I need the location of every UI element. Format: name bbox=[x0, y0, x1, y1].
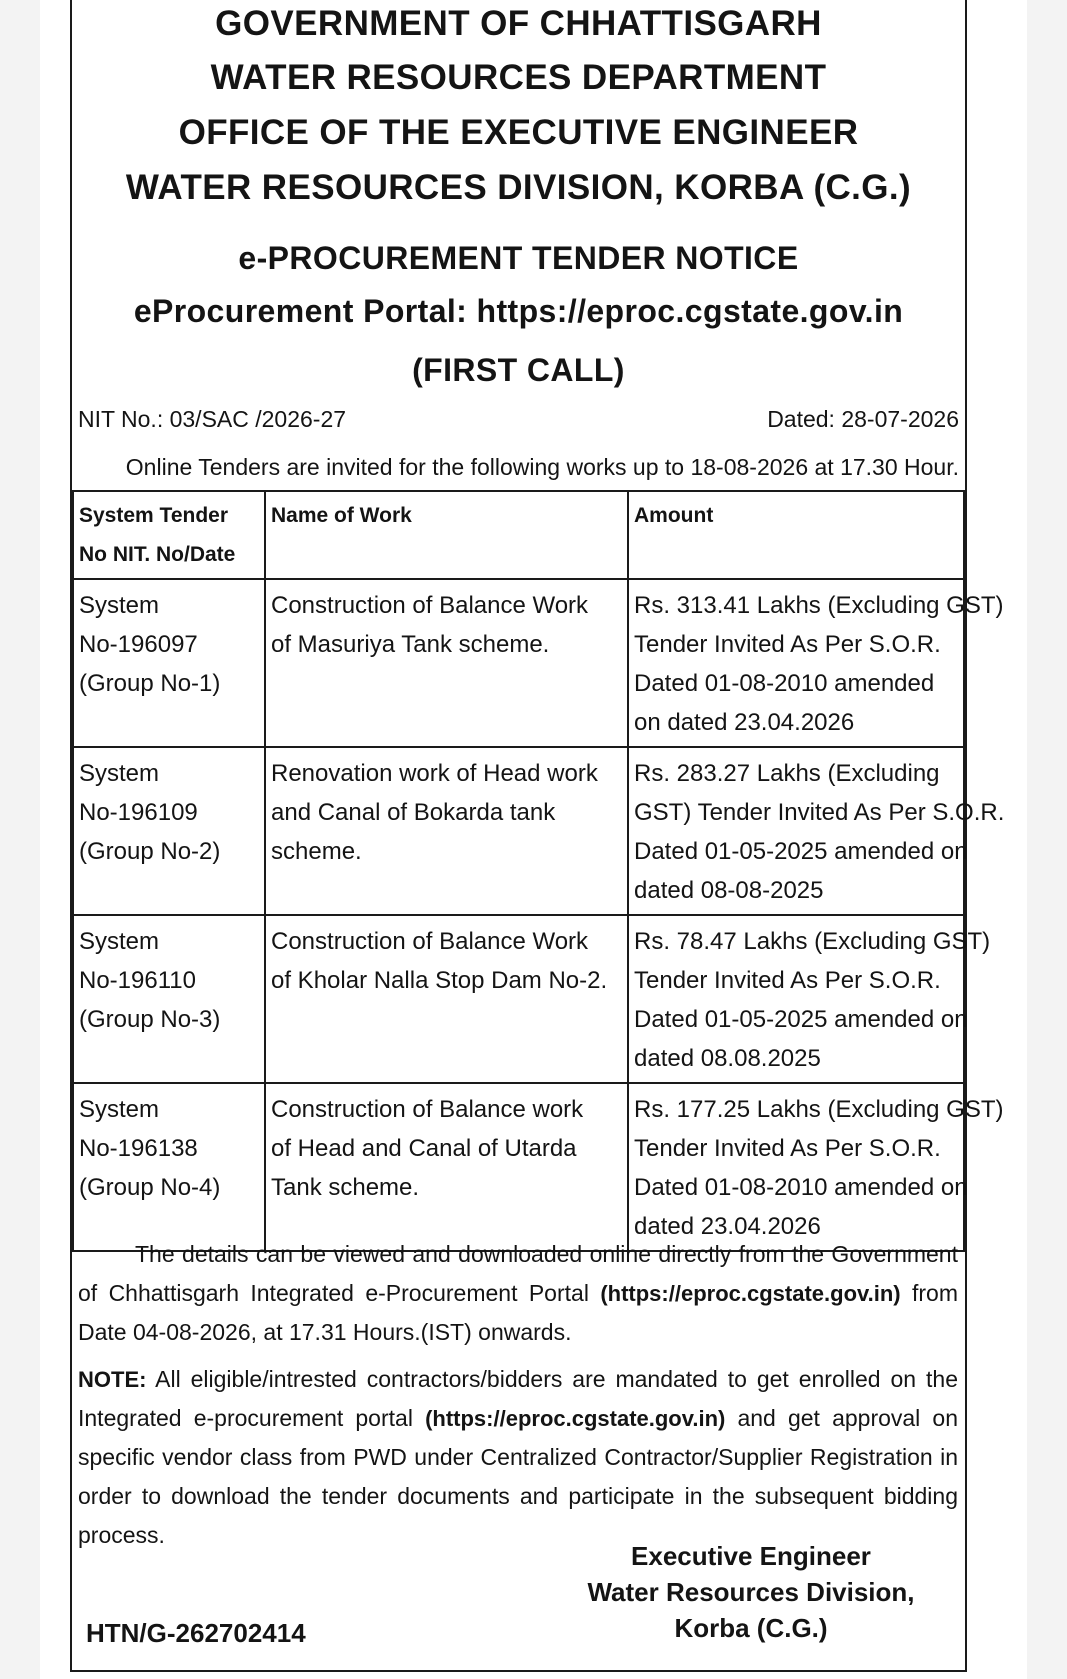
cell-work bbox=[265, 747, 628, 915]
cell-text: (Group No-1) bbox=[79, 670, 221, 697]
signature-title: Executive Engineer bbox=[631, 1541, 871, 1571]
nit-date: Dated: 28-07-2026 bbox=[767, 406, 959, 432]
table-row bbox=[73, 915, 964, 1083]
cell-text: of Kholar Nalla Stop Dam No-2. bbox=[271, 967, 608, 994]
note-portal-url: (https://eproc.cgstate.gov.in) bbox=[425, 1406, 726, 1431]
signature-division: Water Resources Division, bbox=[587, 1577, 915, 1607]
header-system-tender-line1: System Tender bbox=[79, 504, 228, 527]
table-row bbox=[73, 747, 964, 915]
header-government: GOVERNMENT OF CHHATTISGARH bbox=[215, 4, 822, 43]
cell-text: dated 08.08.2025 bbox=[634, 1045, 821, 1072]
cell-text: (Group No-4) bbox=[79, 1174, 221, 1201]
cell-text: dated 08-08-2025 bbox=[634, 877, 824, 904]
cell-text: on dated 23.04.2026 bbox=[634, 709, 855, 736]
cell-text: No-196097 bbox=[79, 631, 198, 658]
cell-text: No-196110 bbox=[79, 967, 196, 994]
nit-number: NIT No.: 03/SAC /2026-27 bbox=[78, 406, 347, 432]
first-call: (FIRST CALL) bbox=[412, 352, 625, 388]
tender-notice bbox=[70, 0, 1005, 1672]
cell-system bbox=[73, 915, 265, 1083]
note-text: All eligible/intrested contractors/bidders are mandated to get enrolled on the Integrated e-procurement portal bbox=[78, 1366, 958, 1431]
note-paragraph bbox=[78, 1360, 958, 1555]
cell-text: GST) Tender Invited As Per S.O.R. bbox=[634, 799, 1005, 826]
cell-text: dated 23.04.2026 bbox=[634, 1213, 821, 1240]
cell-text: Dated 01-08-2010 amended bbox=[634, 670, 935, 697]
portal-line: eProcurement Portal: https://eproc.cgstate.gov.in bbox=[133, 293, 904, 329]
cell-text: Construction of Balance work bbox=[271, 1096, 584, 1123]
cell-amount bbox=[628, 747, 1005, 915]
cell-text: Rs. 177.25 Lakhs (Excluding GST) bbox=[634, 1096, 1004, 1123]
header-office: OFFICE OF THE EXECUTIVE ENGINEER bbox=[178, 113, 859, 152]
cell-text: Dated 01-08-2010 amended on bbox=[634, 1174, 968, 1201]
table-header-row bbox=[73, 491, 964, 579]
tender-table bbox=[72, 490, 1005, 1252]
cell-text: Rs. 78.47 Lakhs (Excluding GST) bbox=[634, 928, 991, 955]
cell-text: and Canal of Bokarda tank bbox=[271, 799, 556, 826]
cell-system bbox=[73, 747, 265, 915]
cell-text: of Masuriya Tank scheme. bbox=[271, 631, 550, 658]
cell-text: Tender Invited As Per S.O.R. bbox=[634, 631, 941, 658]
note-text-end: and get approval on specific vendor class from PWD under Centralized Contractor/Supplier Registration in order to download the tender documents and participate in the subsequent bidding process. bbox=[78, 1405, 958, 1548]
header-system-tender-line2: No NIT. No/Date bbox=[79, 543, 236, 566]
cell-text: Tender Invited As Per S.O.R. bbox=[634, 967, 941, 994]
header-name-of-work: Name of Work bbox=[265, 491, 628, 579]
note-label: NOTE: bbox=[78, 1367, 147, 1392]
cell-text: Rs. 283.27 Lakhs (Excluding bbox=[634, 760, 940, 787]
cell-text: System bbox=[79, 760, 160, 787]
cell-amount bbox=[628, 579, 1004, 747]
cell-system bbox=[73, 1083, 265, 1251]
cell-text: of Head and Canal of Utarda bbox=[271, 1135, 577, 1162]
cell-text: Dated 01-05-2025 amended on bbox=[634, 1006, 968, 1033]
notice-title: e-PROCUREMENT TENDER NOTICE bbox=[238, 240, 799, 276]
details-paragraph bbox=[78, 1235, 958, 1352]
header-department: WATER RESOURCES DEPARTMENT bbox=[210, 58, 827, 97]
details-portal-url: (https://eproc.cgstate.gov.in) bbox=[600, 1281, 901, 1306]
table-row bbox=[73, 579, 964, 747]
cell-text: System bbox=[79, 1096, 160, 1123]
header-division: WATER RESOURCES DIVISION, KORBA (C.G.) bbox=[125, 168, 912, 207]
cell-amount bbox=[628, 915, 991, 1083]
invitation-line: Online Tenders are invited for the following works up to 18-08-2026 at 17.30 Hour. bbox=[125, 454, 959, 480]
header-amount: Amount bbox=[628, 491, 964, 579]
details-text-end: from Date 04-08-2026, at 17.31 Hours.(IST) onwards. bbox=[78, 1280, 958, 1345]
cell-text: No-196138 bbox=[79, 1135, 198, 1162]
cell-text: Tender Invited As Per S.O.R. bbox=[634, 1135, 941, 1162]
cell-system bbox=[73, 579, 265, 747]
cell-text: Rs. 313.41 Lakhs (Excluding GST) bbox=[634, 592, 1004, 619]
details-text: The details can be viewed and downloaded online directly from the Government of Chhattisgarh Integrated e-Procurement Portal bbox=[78, 1241, 958, 1306]
cell-text: System bbox=[79, 592, 160, 619]
cell-text: Tank scheme. bbox=[271, 1174, 420, 1201]
cell-work bbox=[265, 579, 628, 747]
cell-text: System bbox=[79, 928, 160, 955]
cell-text: (Group No-3) bbox=[79, 1006, 221, 1033]
cell-text: No-196109 bbox=[79, 799, 198, 826]
header-system-tender bbox=[73, 491, 265, 579]
cell-text: Renovation work of Head work bbox=[271, 760, 598, 787]
cell-text: Dated 01-05-2025 amended on bbox=[634, 838, 968, 865]
reference-number: HTN/G-262702414 bbox=[86, 1618, 306, 1648]
table-row bbox=[73, 1083, 964, 1251]
signature-block bbox=[551, 1538, 951, 1646]
cell-text: scheme. bbox=[271, 838, 362, 865]
cell-work bbox=[265, 1083, 628, 1251]
signature-location: Korba (C.G.) bbox=[674, 1613, 828, 1643]
cell-text: (Group No-2) bbox=[79, 838, 221, 865]
cell-text: Construction of Balance Work bbox=[271, 928, 589, 955]
cell-amount bbox=[628, 1083, 1004, 1251]
cell-work bbox=[265, 915, 628, 1083]
cell-text: Construction of Balance Work bbox=[271, 592, 589, 619]
